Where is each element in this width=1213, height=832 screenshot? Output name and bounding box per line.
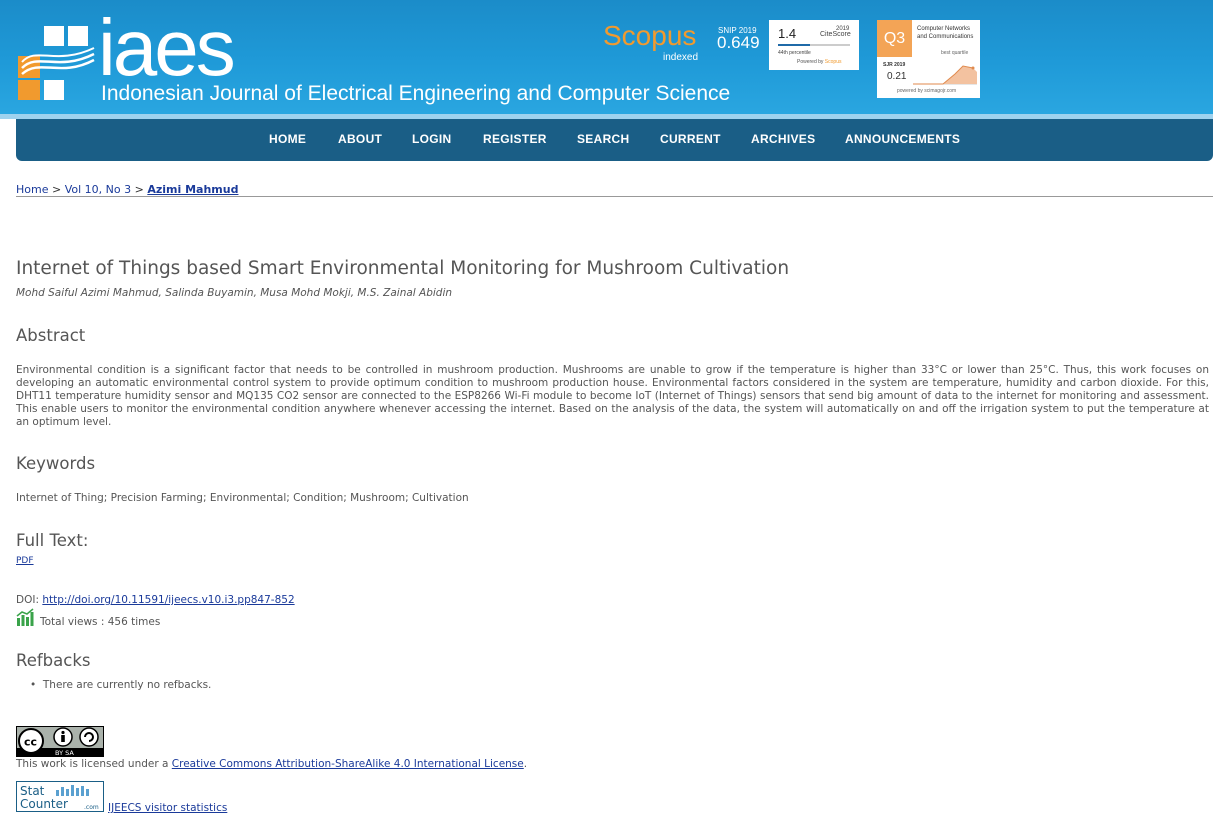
powered-prefix: Powered by bbox=[797, 59, 824, 65]
scopus-indexed-label: indexed bbox=[663, 52, 699, 63]
breadcrumb-separator: > bbox=[134, 183, 144, 196]
total-views: Total views : 456 times bbox=[40, 616, 161, 628]
header-banner bbox=[0, 0, 1213, 114]
license-link[interactable]: Creative Commons Attribution-ShareAlike 4.0 International License bbox=[171, 758, 524, 770]
refbacks-list-item bbox=[30, 679, 211, 691]
refbacks-text: There are currently no refbacks. bbox=[42, 679, 212, 691]
powered-brand: Scopus bbox=[824, 59, 842, 65]
breadcrumb-divider bbox=[16, 196, 1213, 197]
scopus-logo: Scopus bbox=[603, 20, 697, 51]
bullet-icon: • bbox=[30, 679, 43, 691]
sjr-badge[interactable] bbox=[877, 20, 980, 98]
doi-label: DOI: bbox=[16, 594, 39, 606]
breadcrumb-issue[interactable]: Vol 10, No 3 bbox=[64, 183, 132, 196]
main-nav bbox=[16, 119, 1213, 161]
article-authors: Mohd Saiful Azimi Mahmud, Salinda Buyamin, Musa Mohd Mokji, M.S. Zainal Abidin bbox=[16, 287, 453, 299]
snip-value: 0.649 bbox=[717, 33, 760, 52]
sjr-quartile: Q3 bbox=[877, 20, 912, 57]
abstract-text: Environmental condition is a significant factor that needs to be controlled in mushroom production. Mushrooms are unable to grow if the temperature is higher than 33°C or lower than 25°C. Thus, this work focuses on developing an automatic environmental control system to provide optimum condition to mushroom production house. Environmental factors considered in the system are temperature, humidity and carbon dioxide. For this, DHT11 temperature humidity sensor and MQ135 CO2 sensor are connected to the ESP8266 Wi-Fi module to become IoT (Internet of Things) sensors that send big amount of data to the internet for monitoring and assessment. This enable users to monitor the environmental condition anywhere whenever accessing the internet. Based on the analysis of the data, the system will automatically on and off the irrigation system to put the temperature at an optimum level. bbox=[16, 364, 1209, 428]
sjr-powered-by: powered by scimagojr.com bbox=[897, 88, 957, 94]
svg-text:cc: cc bbox=[24, 735, 38, 749]
nav-announcements[interactable]: ANNOUNCEMENTS bbox=[845, 132, 961, 146]
citescore-percentile: 44th percentile bbox=[778, 50, 811, 56]
citescore-percentile-fill bbox=[778, 44, 810, 46]
article-title: Internet of Things based Smart Environmental Monitoring for Mushroom Cultivation bbox=[16, 258, 790, 279]
cc-by-sa-badge-icon[interactable] bbox=[16, 726, 104, 757]
iaes-logo-icon bbox=[18, 22, 98, 102]
nav-login[interactable]: LOGIN bbox=[412, 132, 452, 146]
license-text bbox=[16, 758, 527, 770]
doi-link[interactable]: http://doi.org/10.11591/ijeecs.v10.i3.pp847-852 bbox=[42, 594, 295, 606]
nav-about[interactable]: ABOUT bbox=[338, 132, 383, 146]
citescore-badge[interactable] bbox=[769, 20, 859, 70]
breadcrumb bbox=[16, 183, 238, 196]
fulltext-heading: Full Text: bbox=[16, 531, 89, 550]
citescore-year: 2019 bbox=[836, 26, 850, 32]
license-suffix: . bbox=[523, 758, 528, 770]
iaes-logo-text: iaes bbox=[98, 3, 233, 92]
nav-current[interactable]: CURRENT bbox=[660, 132, 721, 146]
statcounter-line2: Counter bbox=[20, 797, 68, 811]
abstract-heading: Abstract bbox=[16, 326, 86, 345]
citescore-powered-by bbox=[797, 59, 841, 65]
pdf-link[interactable]: PDF bbox=[16, 556, 34, 566]
nav-home[interactable]: HOME bbox=[269, 132, 307, 146]
statcounter-suffix: .com bbox=[84, 804, 99, 811]
nav-archives[interactable]: ARCHIVES bbox=[751, 132, 816, 146]
license-prefix: This work is licensed under a bbox=[16, 758, 169, 770]
breadcrumb-current[interactable]: Azimi Mahmud bbox=[147, 183, 239, 196]
sjr-category: Computer Networks and Communications bbox=[917, 26, 974, 40]
doi bbox=[16, 594, 295, 606]
sjr-value: 0.21 bbox=[887, 71, 907, 82]
cc-badge-text: BY SA bbox=[55, 749, 74, 757]
bar-chart-icon bbox=[16, 608, 36, 626]
snip-label: SNIP 2019 bbox=[718, 26, 757, 35]
nav-search[interactable]: SEARCH bbox=[577, 132, 630, 146]
statcounter-line1: Stat bbox=[20, 784, 45, 798]
refbacks-heading: Refbacks bbox=[16, 651, 91, 670]
statcounter-link[interactable]: IJEECS visitor statistics bbox=[108, 802, 228, 814]
keywords-text: Internet of Thing; Precision Farming; Environmental; Condition; Mushroom; Cultivation bbox=[16, 492, 469, 504]
sjr-label: SJR 2019 bbox=[883, 62, 906, 68]
journal-name: Indonesian Journal of Electrical Engineering and Computer Science bbox=[101, 82, 731, 105]
statcounter-badge-icon[interactable] bbox=[16, 781, 104, 812]
nav-register[interactable]: REGISTER bbox=[483, 132, 547, 146]
keywords-heading: Keywords bbox=[16, 454, 96, 473]
sjr-best-quartile: best quartile bbox=[941, 50, 969, 56]
citescore-name: CiteScore bbox=[820, 31, 851, 38]
citescore-percentile-bar bbox=[778, 44, 850, 46]
sjr-trend-chart-icon bbox=[913, 60, 977, 86]
breadcrumb-separator: > bbox=[51, 183, 62, 196]
breadcrumb-home[interactable]: Home bbox=[16, 183, 49, 196]
citescore-value: 1.4 bbox=[778, 26, 797, 41]
